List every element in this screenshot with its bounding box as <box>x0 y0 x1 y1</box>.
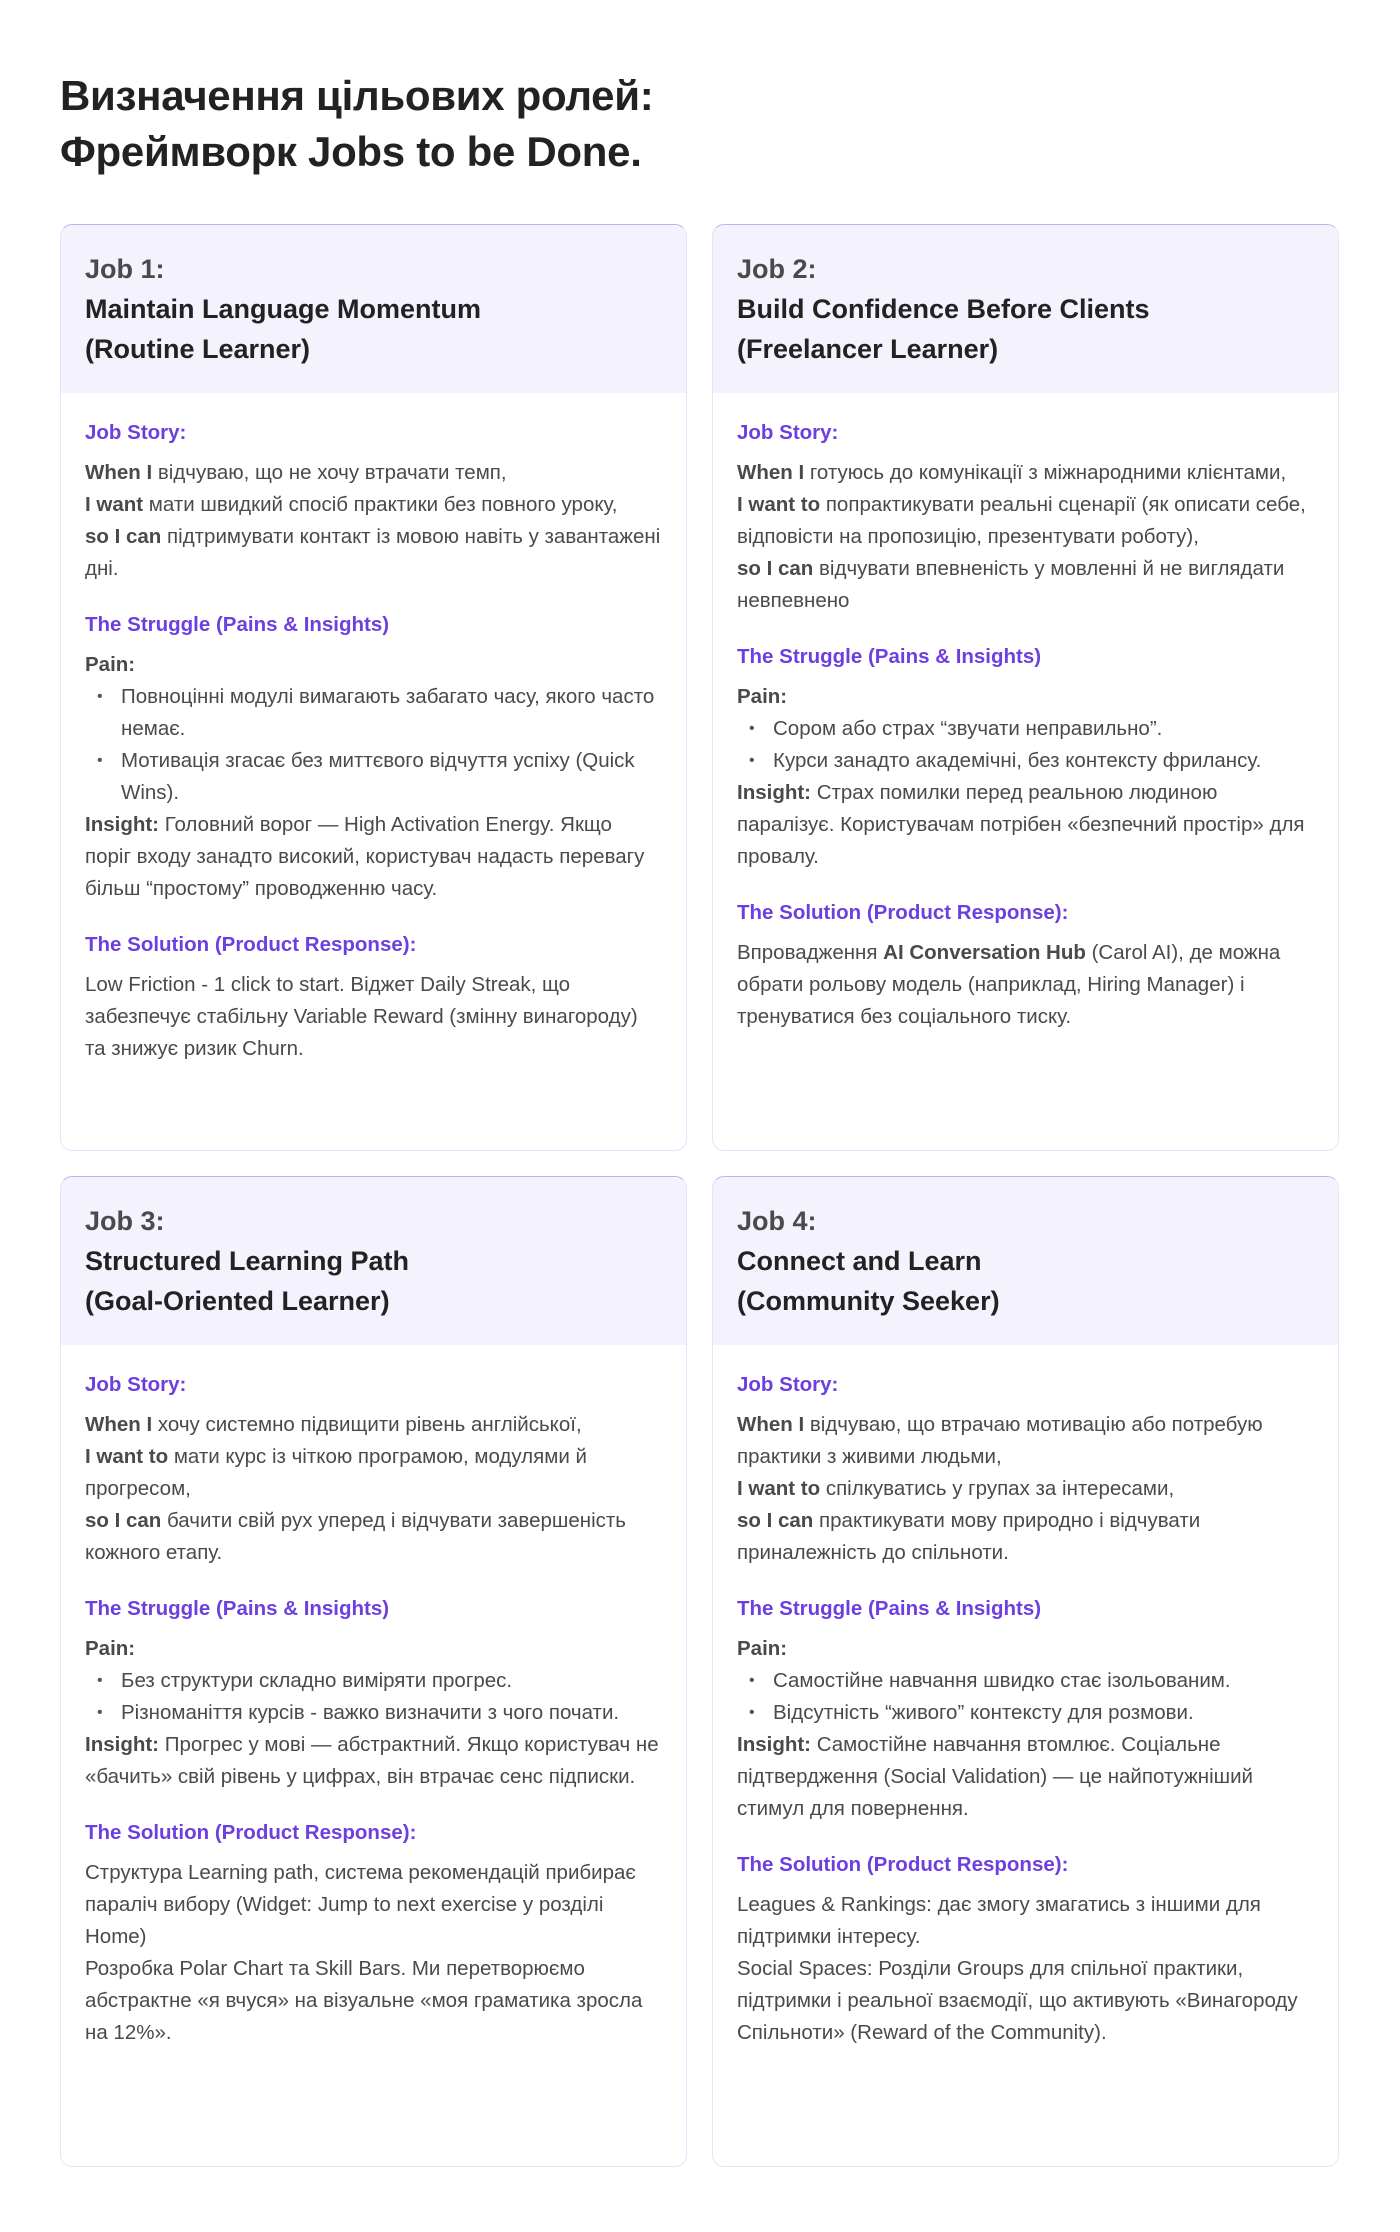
job-story-section <box>737 417 1314 617</box>
job-card-header <box>61 1177 686 1345</box>
insight-text: Головний ворог — High Activation Energy. Якщо поріг входу занадто високий, користувач надасть перевагу більш “простому” проводженню часу. <box>85 813 645 900</box>
job-title-line-1: Build Confidence Before Clients <box>737 294 1150 324</box>
when-text: готуюсь до комунікації з міжнародними клієнтами, <box>804 461 1287 484</box>
struggle-heading: The Struggle (Pains & Insights) <box>737 645 1042 668</box>
solution-section <box>85 1817 662 2049</box>
so-keyword: so I can <box>737 1509 814 1532</box>
solution-text <box>737 937 1314 1033</box>
job-story-section <box>85 1369 662 1569</box>
pain-item: • Мотивація згасає без миттєвого відчуття успіху (Quick Wins). <box>121 745 662 809</box>
pain-list <box>737 1665 1314 1729</box>
insight <box>85 1729 662 1793</box>
pain-item: • Самостійне навчання швидко стає ізольованим. <box>773 1665 1314 1697</box>
insight <box>85 809 662 905</box>
job-story-text <box>737 457 1314 617</box>
job-title-line-2: (Freelancer Learner) <box>737 334 999 364</box>
so-keyword: so I can <box>737 557 814 580</box>
job-card-header <box>713 1177 1338 1345</box>
page-title-line-2: Фреймворк Jobs to be Done. <box>60 128 642 175</box>
want-keyword: I want <box>85 493 144 516</box>
pain-item: • Без структури складно виміряти прогрес. <box>121 1665 662 1697</box>
want-text: спілкуватись у групах за інтересами, <box>820 1477 1175 1500</box>
pain-label: Pain: <box>737 1637 788 1660</box>
struggle-heading: The Struggle (Pains & Insights) <box>85 613 390 636</box>
struggle-section <box>737 641 1314 873</box>
want-keyword: I want to <box>737 1477 821 1500</box>
job-story-heading: Job Story: <box>85 1373 187 1396</box>
pain-list <box>737 713 1314 777</box>
want-text: мати курс із чіткою програмою, модулями й прогресом, <box>85 1445 587 1500</box>
job-card-header <box>713 225 1338 393</box>
job-title <box>737 289 1314 369</box>
job-number: Job 2: <box>737 254 817 284</box>
insight-label: Insight: <box>85 1733 160 1756</box>
solution-text-post: (Carol AI), де можна обрати рольову модель (наприклад, Hiring Manager) і тренуватися без соціального тиску. <box>737 941 1281 1028</box>
job-story-text <box>85 457 662 585</box>
struggle-section <box>85 1593 662 1793</box>
job-title <box>85 289 662 369</box>
so-text: бачити свій рух уперед і відчувати завершеність кожного етапу. <box>85 1509 626 1564</box>
solution-text <box>85 1857 662 1953</box>
pain-list <box>85 1665 662 1729</box>
solution-text-line-2: Social Spaces: Розділи Groups для спільної практики, підтримки і реальної взаємодії, що активують «Винагороду Спільноти» (Reward of the Community). <box>737 1957 1298 2044</box>
insight-label: Insight: <box>85 813 160 836</box>
job-number: Job 4: <box>737 1206 817 1236</box>
solution-text-pre: Структура Learning path, система рекомендацій прибирає параліч вибору (Widget: Jump to next exercise у розділі Home) <box>85 1861 636 1948</box>
job-card-2 <box>712 224 1339 1151</box>
job-title-line-2: (Goal-Oriented Learner) <box>85 1286 390 1316</box>
solution-heading: The Solution (Product Response): <box>85 933 417 956</box>
job-title-line-2: (Routine Learner) <box>85 334 311 364</box>
pain-item: • Різноманіття курсів - важко визначити з чого почати. <box>121 1697 662 1729</box>
job-number: Job 1: <box>85 254 165 284</box>
job-story-text <box>85 1409 662 1569</box>
when-keyword: When I <box>737 461 805 484</box>
job-story-heading: Job Story: <box>737 1373 839 1396</box>
page-title <box>60 68 653 180</box>
job-story-text <box>737 1409 1314 1569</box>
job-card-body <box>713 393 1338 1081</box>
insight-text: Прогрес у мові — абстрактний. Якщо користувач не «бачить» свій рівень у цифрах, він втрачає сенс підписки. <box>85 1733 659 1788</box>
job-card-1 <box>60 224 687 1151</box>
solution-text-pre: Leagues & Rankings: дає змогу змагатись з іншими для підтримки інтересу. <box>737 1893 1261 1948</box>
job-card-3 <box>60 1176 687 2167</box>
when-keyword: When I <box>85 1413 153 1436</box>
job-title-line-1: Maintain Language Momentum <box>85 294 482 324</box>
pain-list <box>85 681 662 809</box>
solution-text-pre: Впровадження <box>737 941 884 964</box>
solution-heading: The Solution (Product Response): <box>85 1821 417 1844</box>
job-number: Job 3: <box>85 1206 165 1236</box>
job-title <box>737 1241 1314 1321</box>
pain-item: • Повноцінні модулі вимагають забагато часу, якого часто немає. <box>121 681 662 745</box>
pain-label: Pain: <box>737 685 788 708</box>
insight-text: Самостійне навчання втомлює. Соціальне підтвердження (Social Validation) — це найпотужніший стимул для повернення. <box>737 1733 1253 1820</box>
so-text: підтримувати контакт із мовою навіть у завантажені дні. <box>85 525 661 580</box>
insight-text: Страх помилки перед реальною людиною паралізує. Користувачам потрібен «безпечний простір» для провалу. <box>737 781 1305 868</box>
when-text: відчуваю, що не хочу втрачати темп, <box>152 461 507 484</box>
when-keyword: When I <box>737 1413 805 1436</box>
when-text: хочу системно підвищити рівень англійської, <box>152 1413 582 1436</box>
want-keyword: I want to <box>737 493 821 516</box>
solution-heading: The Solution (Product Response): <box>737 1853 1069 1876</box>
insight-label: Insight: <box>737 781 812 804</box>
page-title-line-1: Визначення цільових ролей: <box>60 72 654 119</box>
want-text: мати швидкий спосіб практики без повного уроку, <box>143 493 618 516</box>
job-title <box>85 1241 662 1321</box>
pain-label: Pain: <box>85 1637 136 1660</box>
job-story-section <box>737 1369 1314 1569</box>
when-keyword: When I <box>85 461 153 484</box>
pain-item: • Відсутність “живого” контексту для розмови. <box>773 1697 1314 1729</box>
so-text: відчувати впевненість у мовленні й не виглядати невпевнено <box>737 557 1285 612</box>
job-story-heading: Job Story: <box>85 421 187 444</box>
want-keyword: I want to <box>85 1445 169 1468</box>
solution-heading: The Solution (Product Response): <box>737 901 1069 924</box>
solution-text-line-2: Розробка Polar Chart та Skill Bars. Ми перетворюємо абстрактне «я вчуся» на візуальне «моя граматика зросла на 12%». <box>85 1957 643 2044</box>
so-text: практикувати мову природно і відчувати приналежність до спільноти. <box>737 1509 1201 1564</box>
solution-text <box>85 969 662 1065</box>
solution-section <box>737 897 1314 1033</box>
want-text: попрактикувати реальні сценарії (як описати себе, відповісти на пропозицію, презентувати роботу), <box>737 493 1306 548</box>
pain-item: • Сором або страх “звучати неправильно”. <box>773 713 1314 745</box>
job-card-body <box>61 393 686 1113</box>
when-text: відчуваю, що втрачаю мотивацію або потребую практики з живими людьми, <box>737 1413 1263 1468</box>
pain-label: Pain: <box>85 653 136 676</box>
job-card-body <box>713 1345 1338 2097</box>
solution-text <box>737 1889 1314 1953</box>
struggle-section <box>85 609 662 905</box>
struggle-heading: The Struggle (Pains & Insights) <box>85 1597 390 1620</box>
insight <box>737 777 1314 873</box>
pain-item: • Курси занадто академічні, без контексту фрилансу. <box>773 745 1314 777</box>
solution-section <box>737 1849 1314 2049</box>
so-keyword: so I can <box>85 1509 162 1532</box>
job-story-heading: Job Story: <box>737 421 839 444</box>
job-card-header <box>61 225 686 393</box>
job-title-line-1: Structured Learning Path <box>85 1246 410 1276</box>
solution-section <box>85 929 662 1065</box>
jobs-grid <box>60 224 1340 2167</box>
insight-label: Insight: <box>737 1733 812 1756</box>
struggle-heading: The Struggle (Pains & Insights) <box>737 1597 1042 1620</box>
solution-text-bold: AI Conversation Hub <box>883 941 1086 964</box>
job-title-line-2: (Community Seeker) <box>737 1286 1000 1316</box>
so-keyword: so I can <box>85 525 162 548</box>
job-card-body <box>61 1345 686 2097</box>
job-title-line-1: Connect and Learn <box>737 1246 982 1276</box>
job-story-section <box>85 417 662 585</box>
job-card-4 <box>712 1176 1339 2167</box>
insight <box>737 1729 1314 1825</box>
solution-text-pre: Low Friction - 1 click to start. Віджет Daily Streak, що забезпечує стабільну Variable Reward (змінну винагороду) та знижує ризик Churn. <box>85 973 638 1060</box>
struggle-section <box>737 1593 1314 1825</box>
